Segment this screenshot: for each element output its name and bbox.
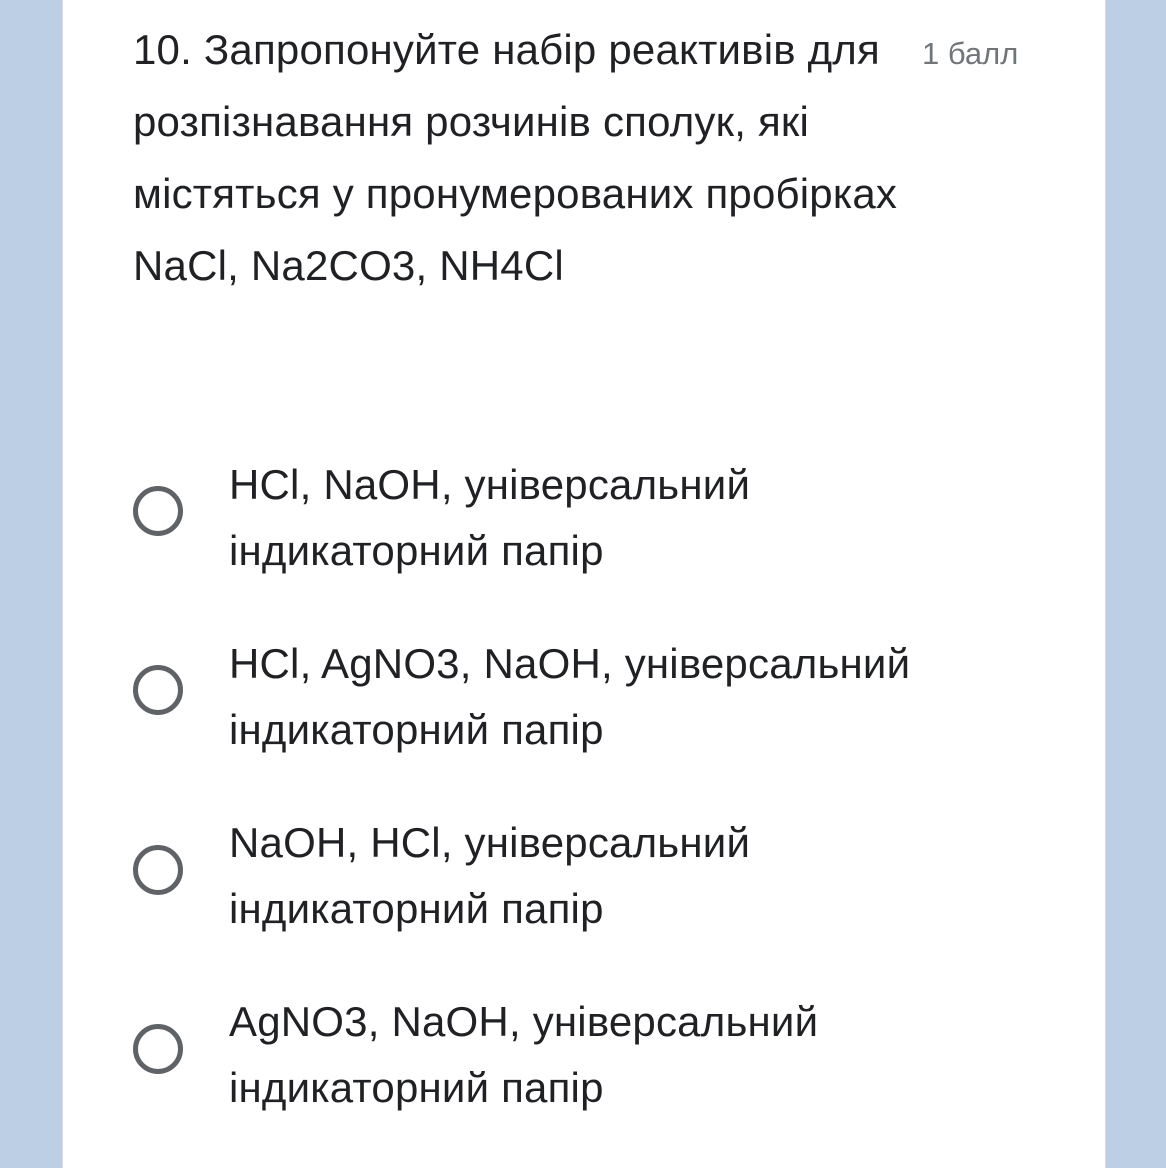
answer-option-label[interactable]: HCl, AgNO3, NaOH, універсальний індикаторний папір bbox=[229, 640, 911, 753]
answer-option-4[interactable] bbox=[133, 989, 1093, 1139]
answer-option-label[interactable]: HCl, NaOH, універсальний індикаторний папір bbox=[229, 461, 751, 574]
points-label: 1 балл bbox=[922, 36, 1019, 71]
answer-option-label[interactable]: NaOH, HCl, універсальний індикаторний папір bbox=[229, 819, 751, 932]
radio-button-2[interactable] bbox=[133, 665, 183, 715]
answer-option-3[interactable] bbox=[133, 810, 1093, 960]
answer-option-1[interactable] bbox=[133, 452, 1093, 602]
radio-button-1[interactable] bbox=[133, 486, 183, 536]
radio-button-4[interactable] bbox=[133, 1024, 183, 1074]
radio-button-3[interactable] bbox=[133, 845, 183, 895]
question-title: 10. Запропонуйте набір реактивів для розпізнавання розчинів сполук, які містяться у пронумерованих пробірках NaCl, Na2CO3, NH4Cl bbox=[133, 26, 898, 289]
answer-option-2[interactable] bbox=[133, 631, 1093, 781]
answer-option-label[interactable]: AgNO3, NaOH, універсальний індикаторний папір bbox=[229, 998, 819, 1111]
